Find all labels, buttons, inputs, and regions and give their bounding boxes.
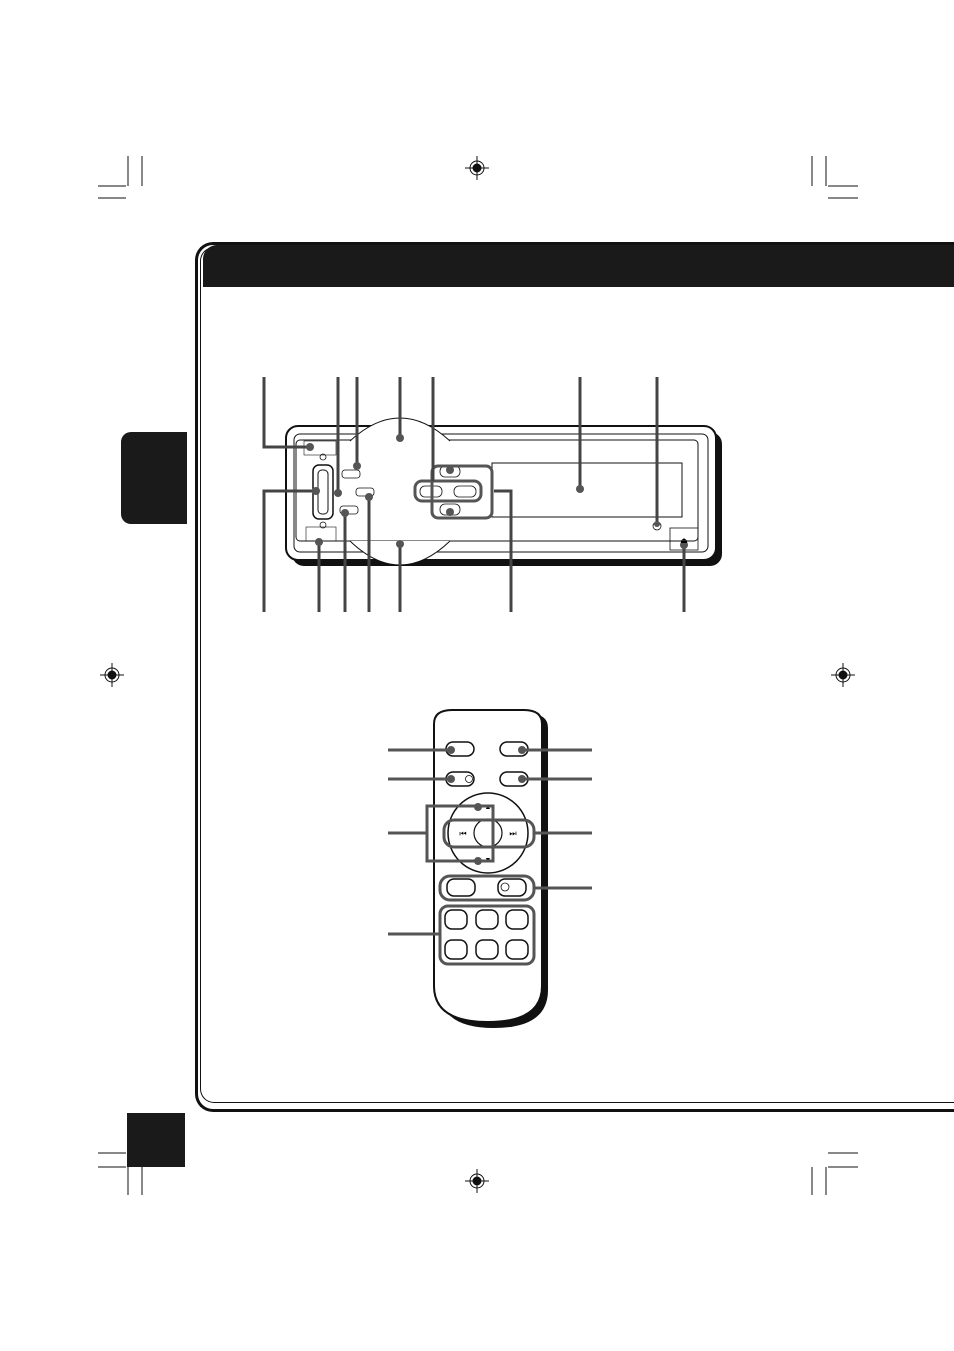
remote-prev-icon: ⏮ (459, 829, 467, 838)
remote-down-arrow-icon: ▼ (484, 857, 492, 864)
page-number-box (127, 1113, 185, 1167)
remote-up-arrow-icon: ▲ (484, 804, 492, 811)
eject-icon: ⏏ (680, 536, 688, 545)
remote-next-icon: ⏭ (509, 829, 517, 838)
